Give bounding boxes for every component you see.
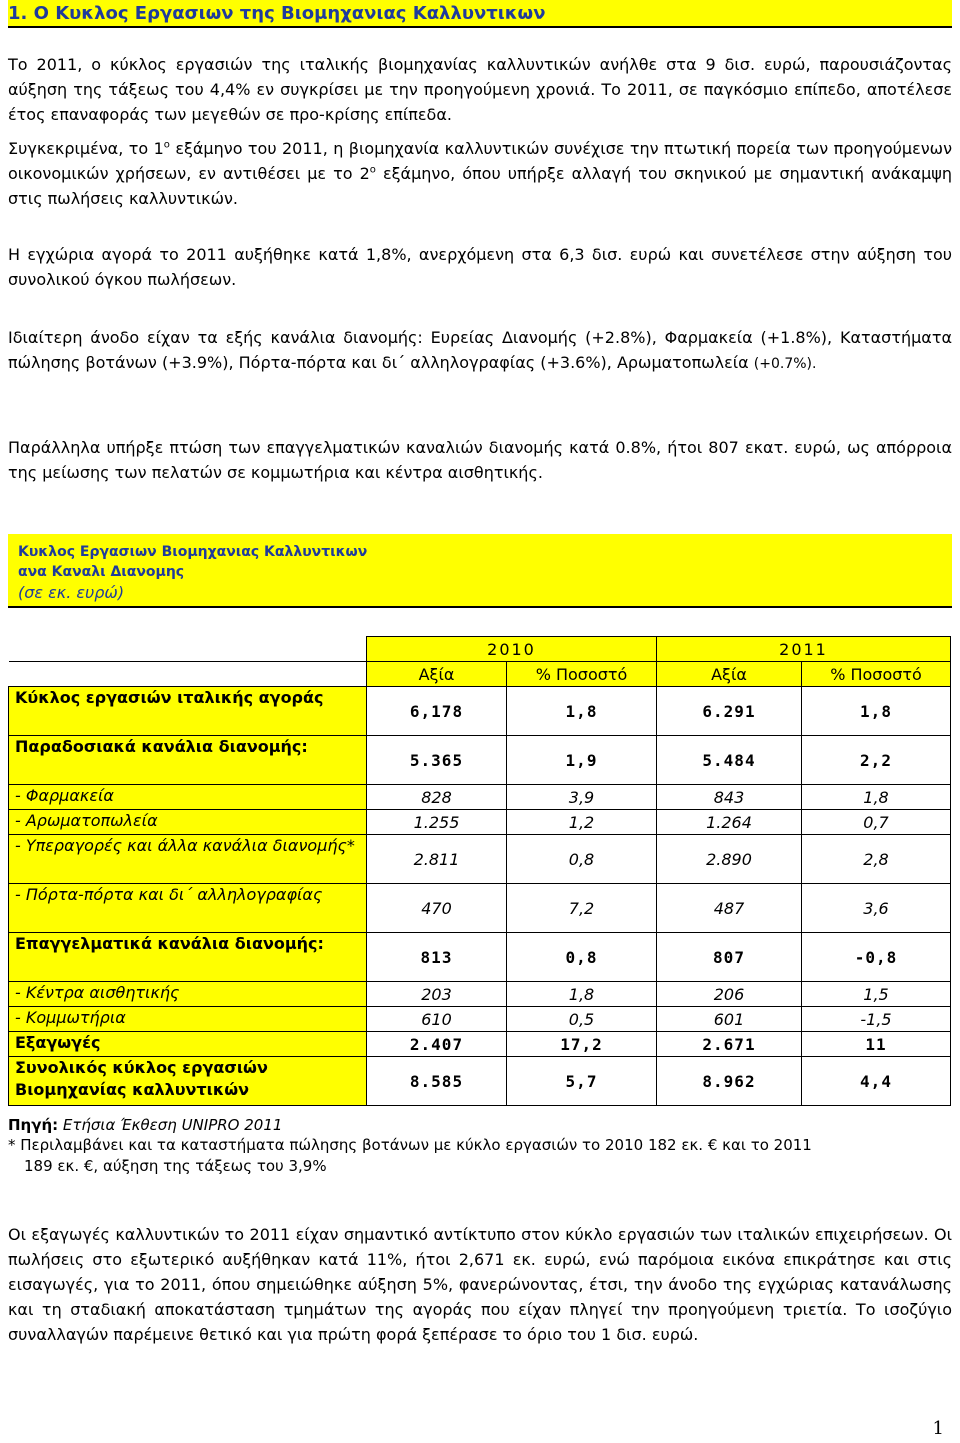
cell-percent: 1,5 xyxy=(802,982,951,1007)
cell-value: 470 xyxy=(367,884,507,933)
year-header: 2010 xyxy=(367,637,657,662)
row-label: Συνολικός κύκλος εργασιών Βιομηχανίας καλλυντικών xyxy=(9,1057,367,1106)
cell-value: 206 xyxy=(657,982,802,1007)
cell-percent: 0,7 xyxy=(802,810,951,835)
paragraph-intro: Το 2011, ο κύκλος εργασιών της ιταλικής βιομηχανίας καλλυντικών ανήλθε στα 9 δισ. ευρώ, παρουσιάζοντας αύξηση της τάξεως του 4,4% εν συγκρίσει με την προηγούμενη χρονιά. Το 2011, σε παγκόσμιο επίπεδο, αποτέλεσε έτος επαναφοράς των μεγεθών σε προ-κρίσης επίπεδα. xyxy=(8,55,952,124)
paragraph-exports: Οι εξαγωγές καλλυντικών το 2011 είχαν σημαντικό αντίκτυπο στον κύκλο εργασιών των ιταλικών επιχειρήσεων. Οι πωλήσεις στο εξωτερικό αυξήθηκαν κατά 11%, ήτοι 2,671 εκ. ευρώ, ενώ παρόμοια εικόνα επικράτησε και στις εισαγωγές, για το 2011, όπου σημειώθηκε αύξηση 5%, φανερώνοντας, έτσι, την άνοδο της εγχώριας κατανάλωσης και τη σταδιακή αποκατάσταση τμημάτων της αγοράς που είχαν πληγεί την προηγούμενη τριετία. Το ισοζύγιο συναλλαγών παρέμεινε θετικό και για πρώτη φορά ξεπέρασε το όριο του 1 δισ. ευρώ. xyxy=(8,1225,952,1344)
table-row xyxy=(9,785,951,810)
section-heading: 1. Ο Κυκλος Εργασιων της Βιομηχανιας Καλλυντικων xyxy=(8,0,952,28)
cell-value: 1.264 xyxy=(657,810,802,835)
cell-value: 813 xyxy=(367,933,507,982)
table-row xyxy=(9,884,951,933)
cell-percent: 0,8 xyxy=(507,835,657,884)
cell-value: 1.255 xyxy=(367,810,507,835)
row-label: - Αρωματοπωλεία xyxy=(9,810,367,835)
table-row xyxy=(9,1007,951,1032)
footnote-cont: 189 εκ. €, αύξηση της τάξεως του 3,9% xyxy=(24,1157,327,1175)
cell-percent: 1,8 xyxy=(802,785,951,810)
column-header: Αξία xyxy=(367,662,507,687)
table-row xyxy=(9,835,951,884)
cell-value: 5.484 xyxy=(657,736,802,785)
cell-percent: 0,5 xyxy=(507,1007,657,1032)
cell-percent: 3,6 xyxy=(802,884,951,933)
cell-value: 203 xyxy=(367,982,507,1007)
footnote: * Περιλαμβάνει και τα καταστήματα πώλησης βοτάνων με κύκλο εργασιών το 2010 182 εκ. € και το 2011 xyxy=(8,1136,812,1154)
cell-percent: 1,8 xyxy=(802,687,951,736)
table-row xyxy=(9,736,951,785)
row-label: - Φαρμακεία xyxy=(9,785,367,810)
cell-percent: 11 xyxy=(802,1032,951,1057)
cell-value: 807 xyxy=(657,933,802,982)
cell-percent: 1,8 xyxy=(507,687,657,736)
cell-percent: 4,4 xyxy=(802,1057,951,1106)
turnover-table xyxy=(8,636,951,1106)
column-header: % Ποσοστό xyxy=(507,662,657,687)
cell-percent: 5,7 xyxy=(507,1057,657,1106)
table-title-line1: Κυκλος Εργασιων Βιομηχανιας Καλλυντικων xyxy=(18,544,368,560)
cell-value: 828 xyxy=(367,785,507,810)
row-label: - Κέντρα αισθητικής xyxy=(9,982,367,1007)
cell-value: 2.811 xyxy=(367,835,507,884)
cell-value: 5.365 xyxy=(367,736,507,785)
cell-value: 6.291 xyxy=(657,687,802,736)
row-label: Κύκλος εργασιών ιταλικής αγοράς xyxy=(9,687,367,736)
table-row xyxy=(9,1057,951,1106)
cell-percent: 2,2 xyxy=(802,736,951,785)
column-header: % Ποσοστό xyxy=(802,662,951,687)
paragraph-channels: Ιδιαίτερη άνοδο είχαν τα εξής κανάλια διανομής: Ευρείας Διανομής (+2.8%), Φαρμακεία (+1.8%), Καταστήματα πώλησης βοτάνων (+3.9%), Πόρτα-πόρτα και δι΄ αλληλογραφίας (+3.6%), Αρωματοπωλεία (+0.7%). xyxy=(8,328,952,372)
cell-value: 487 xyxy=(657,884,802,933)
table-row xyxy=(9,1032,951,1057)
page-number: 1 xyxy=(932,1418,944,1439)
cell-value: 610 xyxy=(367,1007,507,1032)
cell-value: 6,178 xyxy=(367,687,507,736)
cell-percent: 1,8 xyxy=(507,982,657,1007)
cell-value: 2.671 xyxy=(657,1032,802,1057)
cell-percent: -1,5 xyxy=(802,1007,951,1032)
cell-percent: 17,2 xyxy=(507,1032,657,1057)
row-label: - Υπεραγορές και άλλα κανάλια διανομής* xyxy=(9,835,367,884)
cell-value: 8.962 xyxy=(657,1057,802,1106)
row-label: - Κομμωτήρια xyxy=(9,1007,367,1032)
year-header: 2011 xyxy=(657,637,951,662)
cell-percent: 1,9 xyxy=(507,736,657,785)
row-label: Επαγγελματικά κανάλια διανομής: xyxy=(9,933,367,982)
row-label: - Πόρτα-πόρτα και δι΄ αλληλογραφίας xyxy=(9,884,367,933)
table-unit: (σε εκ. ευρώ) xyxy=(18,583,125,602)
table-year-row xyxy=(9,637,951,662)
cell-value: 843 xyxy=(657,785,802,810)
row-label: Παραδοσιακά κανάλια διανομής: xyxy=(9,736,367,785)
table-title-line2: ανα Καναλι Διανομης xyxy=(18,564,185,580)
paragraph-semester: Συγκεκριμένα, το $1^o$ εξάμηνο του 2011, η βιομηχανία καλλυντικών συνέχισε την πτωτική πορεία των προηγούμενων οικονομικών χρήσεων, εν αντιθέσει με το $2^o$ εξάμηνο, όπου υπήρξε αλλαγή του σκηνικού με σημαντική ανάκαμψη στις πωλήσεις καλλυντικών. xyxy=(8,139,952,208)
cell-value: 8.585 xyxy=(367,1057,507,1106)
table-subheader-row xyxy=(9,662,951,687)
paragraph-domestic: Η εγχώρια αγορά το 2011 αυξήθηκε κατά 1,8%, ανερχόμενη στα 6,3 δισ. ευρώ και συνετέλεσε στην αύξηση του συνολικού όγκου πωλήσεων. xyxy=(8,245,952,289)
column-header: Αξία xyxy=(657,662,802,687)
row-label: Εξαγωγές xyxy=(9,1032,367,1057)
table-row xyxy=(9,933,951,982)
cell-percent: 0,8 xyxy=(507,933,657,982)
table-row xyxy=(9,687,951,736)
table-row xyxy=(9,982,951,1007)
cell-percent: -0,8 xyxy=(802,933,951,982)
cell-value: 2.407 xyxy=(367,1032,507,1057)
table-title-box xyxy=(8,534,952,608)
source-note: Πηγή: Ετήσια Έκθεση UNIPRO 2011 xyxy=(8,1116,283,1134)
cell-percent: 3,9 xyxy=(507,785,657,810)
table-row xyxy=(9,810,951,835)
paragraph-professional: Παράλληλα υπήρξε πτώση των επαγγελματικών καναλιών διανομής κατά 0.8%, ήτοι 807 εκατ. ευρώ, ως απόρροια της μείωσης των πελατών σε κομμωτήρια και κέντρα αισθητικής. xyxy=(8,438,952,482)
cell-percent: 2,8 xyxy=(802,835,951,884)
cell-value: 601 xyxy=(657,1007,802,1032)
cell-percent: 7,2 xyxy=(507,884,657,933)
cell-percent: 1,2 xyxy=(507,810,657,835)
cell-value: 2.890 xyxy=(657,835,802,884)
